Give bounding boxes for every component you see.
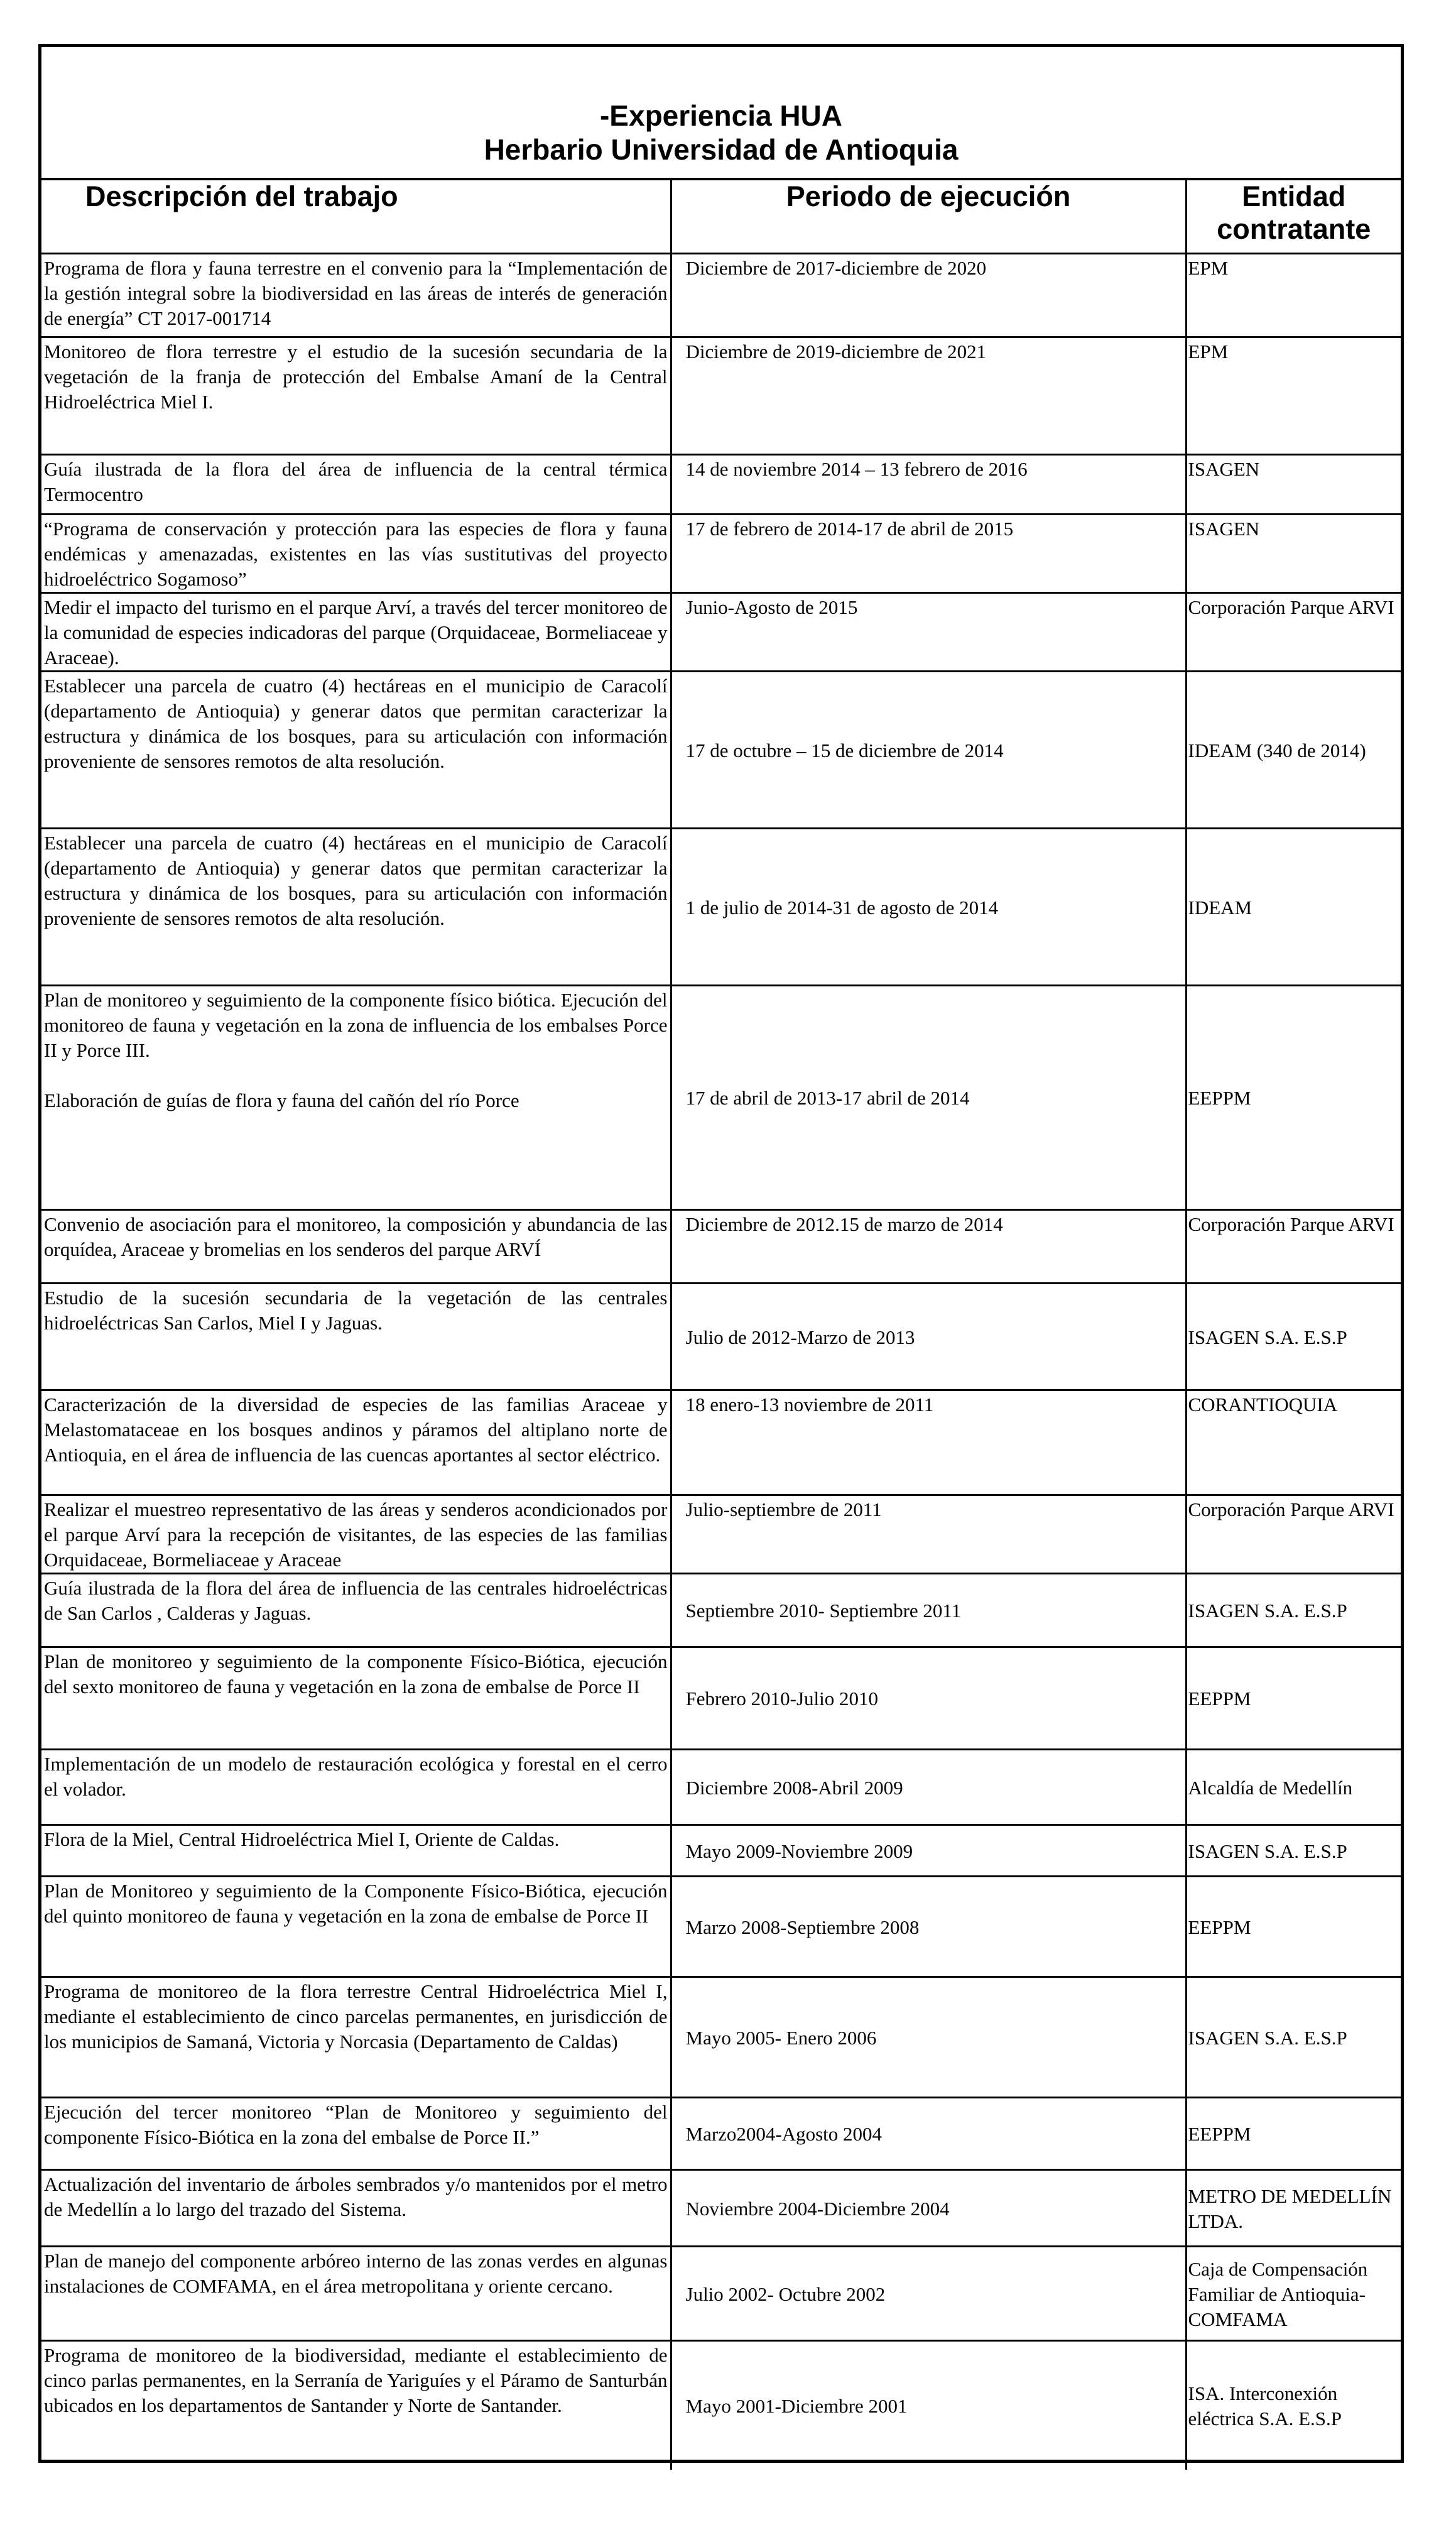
description-cell: Programa de monitoreo de la biodiversidad, mediante el establecimiento de cinco parlas permanentes, en la Serranía de Yariguíes y el Páramo de Santurbán ubicados en los departamentos de Santander y Norte de Santander.: [41, 2341, 671, 2470]
table-row: [41, 254, 1401, 337]
entity-cell: Alcaldía de Medellín: [1186, 1750, 1401, 1825]
table-row: [41, 672, 1401, 829]
table-row: [41, 1390, 1401, 1495]
description-cell: Caracterización de la diversidad de especies de las familias Araceae y Melastomataceae en los bosques andinos y páramos del altiplano norte de Antioquia, en el área de influencia de las cuencas aportantes al sector eléctrico.: [41, 1390, 671, 1495]
period-cell: Julio-septiembre de 2011: [671, 1495, 1186, 1574]
period-cell: 17 de abril de 2013-17 abril de 2014: [671, 986, 1186, 1210]
description-cell: Guía ilustrada de la flora del área de influencia de las centrales hidroeléctricas de San Carlos , Calderas y Jaguas.: [41, 1574, 671, 1647]
period-cell: Mayo 2001-Diciembre 2001: [671, 2341, 1186, 2470]
description-cell: Implementación de un modelo de restauración ecológica y forestal en el cerro el volador.: [41, 1750, 671, 1825]
period-cell: Mayo 2009-Noviembre 2009: [671, 1825, 1186, 1877]
table-row: [41, 2170, 1401, 2247]
table-row: [41, 2098, 1401, 2170]
table-row: [41, 1495, 1401, 1574]
description-cell: Actualización del inventario de árboles sembrados y/o mantenidos por el metro de Medellín a lo largo del trazado del Sistema.: [41, 2170, 671, 2247]
column-header-description: Descripción del trabajo: [41, 178, 671, 254]
entity-cell: EEPPM: [1186, 1877, 1401, 1977]
description-cell: Plan de monitoreo y seguimiento de la componente físico biótica. Ejecución del monitoreo de fauna y vegetación en la zona de influencia de los embalses Porce II y Porce III. Elaboración de guías de flora y fauna del cañón del río Porce: [41, 986, 671, 1210]
period-cell: Diciembre 2008-Abril 2009: [671, 1750, 1186, 1825]
entity-cell: IDEAM (340 de 2014): [1186, 672, 1401, 829]
table-row: [41, 515, 1401, 593]
document-title: -Experiencia HUA: [599, 99, 842, 132]
table-row: [41, 455, 1401, 515]
column-header-entity: Entidad contratante: [1186, 178, 1401, 254]
period-cell: Septiembre 2010- Septiembre 2011: [671, 1574, 1186, 1647]
table-row: [41, 1877, 1401, 1977]
period-cell: 1 de julio de 2014-31 de agosto de 2014: [671, 829, 1186, 986]
period-cell: 14 de noviembre 2014 – 13 febrero de 2016: [671, 455, 1186, 515]
entity-cell: EEPPM: [1186, 986, 1401, 1210]
period-cell: Diciembre de 2019-diciembre de 2021: [671, 337, 1186, 455]
period-cell: Diciembre de 2017-diciembre de 2020: [671, 254, 1186, 337]
entity-cell: ISAGEN S.A. E.S.P: [1186, 1574, 1401, 1647]
column-header-period: Periodo de ejecución: [671, 178, 1186, 254]
experience-table: [41, 178, 1401, 2470]
table-row: [41, 337, 1401, 455]
entity-cell: CORANTIOQUIA: [1186, 1390, 1401, 1495]
entity-cell: Caja de Compensación Familiar de Antioquia-COMFAMA: [1186, 2247, 1401, 2341]
description-cell: Plan de monitoreo y seguimiento de la componente Físico-Biótica, ejecución del sexto monitoreo de fauna y vegetación en la zona de embalse de Porce II: [41, 1647, 671, 1750]
entity-cell: ISA. Interconexión eléctrica S.A. E.S.P: [1186, 2341, 1401, 2470]
period-cell: 17 de octubre – 15 de diciembre de 2014: [671, 672, 1186, 829]
description-cell: Flora de la Miel, Central Hidroeléctrica Miel I, Oriente de Caldas.: [41, 1825, 671, 1877]
description-cell: “Programa de conservación y protección para las especies de flora y fauna endémicas y amenazadas, existentes en las vías sustitutivas del proyecto hidroeléctrico Sogamoso”: [41, 515, 671, 593]
entity-cell: ISAGEN: [1186, 455, 1401, 515]
entity-cell: ISAGEN S.A. E.S.P: [1186, 1284, 1401, 1390]
table-row: [41, 1825, 1401, 1877]
period-cell: Marzo2004-Agosto 2004: [671, 2098, 1186, 2170]
entity-cell: IDEAM: [1186, 829, 1401, 986]
entity-cell: ISAGEN S.A. E.S.P: [1186, 1825, 1401, 1877]
period-cell: Julio 2002- Octubre 2002: [671, 2247, 1186, 2341]
table-row: [41, 2341, 1401, 2470]
table-row: [41, 593, 1401, 672]
description-cell: Plan de manejo del componente arbóreo interno de las zonas verdes en algunas instalaciones de COMFAMA, en el área metropolitana y oriente cercano.: [41, 2247, 671, 2341]
description-cell: Convenio de asociación para el monitoreo, la composición y abundancia de las orquídea, Araceae y bromelias en los senderos del parque ARVÍ: [41, 1210, 671, 1284]
document-page: [38, 44, 1404, 2463]
description-cell: Guía ilustrada de la flora del área de influencia de la central térmica Termocentro: [41, 455, 671, 515]
document-subtitle: Herbario Universidad de Antioquia: [484, 133, 959, 166]
period-cell: Junio-Agosto de 2015: [671, 593, 1186, 672]
description-cell: Programa de flora y fauna terrestre en el convenio para la “Implementación de la gestión integral sobre la biodiversidad en las áreas de interés de generación de energía” CT 2017-001714: [41, 254, 671, 337]
table-row: [41, 1647, 1401, 1750]
entity-cell: ISAGEN: [1186, 515, 1401, 593]
entity-cell: EPM: [1186, 254, 1401, 337]
period-cell: Noviembre 2004-Diciembre 2004: [671, 2170, 1186, 2247]
table-row: [41, 1977, 1401, 2098]
period-cell: Marzo 2008-Septiembre 2008: [671, 1877, 1186, 1977]
entity-cell: Corporación Parque ARVI: [1186, 1210, 1401, 1284]
entity-cell: ISAGEN S.A. E.S.P: [1186, 1977, 1401, 2098]
title-block: [41, 47, 1401, 180]
period-cell: Febrero 2010-Julio 2010: [671, 1647, 1186, 1750]
period-cell: Mayo 2005- Enero 2006: [671, 1977, 1186, 2098]
entity-cell: METRO DE MEDELLÍN LTDA.: [1186, 2170, 1401, 2247]
table-row: [41, 2247, 1401, 2341]
table-row: [41, 829, 1401, 986]
table-row: [41, 1574, 1401, 1647]
description-cell: Estudio de la sucesión secundaria de la vegetación de las centrales hidroeléctricas San Carlos, Miel I y Jaguas.: [41, 1284, 671, 1390]
entity-cell: EPM: [1186, 337, 1401, 455]
entity-cell: EEPPM: [1186, 1647, 1401, 1750]
description-cell: Programa de monitoreo de la flora terrestre Central Hidroeléctrica Miel I, mediante el establecimiento de cinco parcelas permanentes, en jurisdicción de los municipios de Samaná, Victoria y Norcasia (Departamento de Caldas): [41, 1977, 671, 2098]
period-cell: Julio de 2012-Marzo de 2013: [671, 1284, 1186, 1390]
table-row: [41, 1210, 1401, 1284]
description-cell: Establecer una parcela de cuatro (4) hectáreas en el municipio de Caracolí (departamento de Antioquia) y generar datos que permitan caracterizar la estructura y dinámica de los bosques, para su articulación con información proveniente de sensores remotos de alta resolución.: [41, 672, 671, 829]
table-row: [41, 986, 1401, 1210]
description-cell: Realizar el muestreo representativo de las áreas y senderos acondicionados por el parque Arví para la recepción de visitantes, de las especies de las familias Orquidaceae, Bormeliaceae y Araceae: [41, 1495, 671, 1574]
period-cell: 17 de febrero de 2014-17 de abril de 2015: [671, 515, 1186, 593]
description-cell: Medir el impacto del turismo en el parque Arví, a través del tercer monitoreo de la comunidad de especies indicadoras del parque (Orquidaceae, Bormeliaceae y Araceae).: [41, 593, 671, 672]
description-cell: Plan de Monitoreo y seguimiento de la Componente Físico-Biótica, ejecución del quinto monitoreo de fauna y vegetación en la zona de embalse de Porce II: [41, 1877, 671, 1977]
description-cell: Establecer una parcela de cuatro (4) hectáreas en el municipio de Caracolí (departamento de Antioquia) y generar datos que permitan caracterizar la estructura y dinámica de los bosques, para su articulación con información proveniente de sensores remotos de alta resolución.: [41, 829, 671, 986]
description-cell: Ejecución del tercer monitoreo “Plan de Monitoreo y seguimiento del componente Físico-Biótica en la zona del embalse de Porce II.”: [41, 2098, 671, 2170]
entity-cell: EEPPM: [1186, 2098, 1401, 2170]
table-row: [41, 1750, 1401, 1825]
entity-cell: Corporación Parque ARVI: [1186, 1495, 1401, 1574]
entity-cell: Corporación Parque ARVI: [1186, 593, 1401, 672]
table-header-row: [41, 178, 1401, 254]
table-row: [41, 1284, 1401, 1390]
description-cell: Monitoreo de flora terrestre y el estudio de la sucesión secundaria de la vegetación de la franja de protección del Embalse Amaní de la Central Hidroeléctrica Miel I.: [41, 337, 671, 455]
period-cell: 18 enero-13 noviembre de 2011: [671, 1390, 1186, 1495]
period-cell: Diciembre de 2012.15 de marzo de 2014: [671, 1210, 1186, 1284]
